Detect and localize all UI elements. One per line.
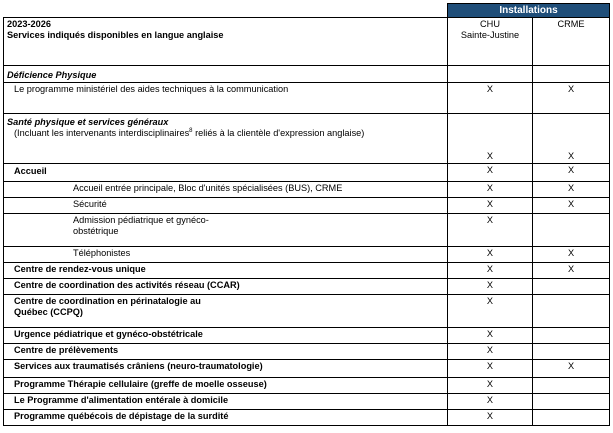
crme-mark: [533, 214, 610, 247]
section-note: (Incluant les intervenants interdisciplinaires$^8$ reliés à la clientèle d'expression anglaise): [14, 127, 365, 138]
header-blank: [4, 4, 448, 18]
empty-cell: [533, 66, 610, 83]
crme-mark: X: [533, 263, 610, 279]
row-label: Programme québécois de dépistage de la surdité: [4, 410, 448, 426]
row-label: Services aux traumatisés crâniens (neuro-traumatologie): [4, 360, 448, 378]
row-label: Centre de prélèvements: [4, 344, 448, 360]
section-sante: [4, 114, 448, 164]
row-label: Urgence pédiatrique et gynéco-obstétricale: [4, 328, 448, 344]
crme-mark: [533, 394, 610, 410]
crme-mark: X: [533, 198, 610, 214]
section-title-sante: Santé physique et services généraux: [7, 117, 169, 127]
table-title: [4, 18, 448, 66]
chu-mark: X: [448, 295, 533, 328]
chu-mark: X: [448, 344, 533, 360]
services-table: [3, 3, 610, 426]
chu-mark: X: [448, 279, 533, 295]
table-subtitle: Services indiqués disponibles en langue anglaise: [7, 30, 224, 40]
crme-mark: [533, 328, 610, 344]
crme-mark: [533, 410, 610, 426]
chu-mark: X: [448, 214, 533, 247]
row-label: Le Programme d'alimentation entérale à domicile: [4, 394, 448, 410]
col-header-chu-line1: CHU: [480, 19, 500, 29]
crme-mark: X: [533, 182, 610, 198]
crme-mark: [533, 378, 610, 394]
chu-mark: X: [448, 410, 533, 426]
crme-mark: X: [533, 164, 610, 182]
row-label: Centre de coordination des activités réseau (CCAR): [4, 279, 448, 295]
chu-mark: X: [448, 263, 533, 279]
row-label: Téléphonistes: [4, 247, 448, 263]
crme-mark: X: [533, 83, 610, 114]
chu-mark: X: [448, 360, 533, 378]
col-header-chu: [448, 18, 533, 66]
installations-header: Installations: [448, 4, 610, 18]
col-header-crme: CRME: [533, 18, 610, 66]
col-header-chu-line2: Sainte-Justine: [460, 30, 520, 40]
chu-mark: X: [448, 247, 533, 263]
crme-mark: [533, 344, 610, 360]
chu-mark: X: [448, 198, 533, 214]
chu-mark: X: [448, 328, 533, 344]
row-label: Accueil: [4, 164, 448, 182]
crme-mark: X: [533, 114, 610, 164]
empty-cell: [448, 66, 533, 83]
table-year: 2023-2026: [7, 19, 51, 29]
chu-mark: X: [448, 83, 533, 114]
section-title-deficience: Déficience Physique: [4, 66, 448, 83]
chu-mark: X: [448, 114, 533, 164]
row-label: Centre de coordination en périnatalogie au Québec (CCPQ): [4, 295, 448, 328]
chu-mark: X: [448, 182, 533, 198]
row-label: Accueil entrée principale, Bloc d'unités spécialisées (BUS), CRME: [4, 182, 448, 198]
crme-mark: X: [533, 360, 610, 378]
row-label: Sécurité: [4, 198, 448, 214]
chu-mark: X: [448, 394, 533, 410]
chu-mark: X: [448, 164, 533, 182]
row-label: Admission pédiatrique et gynéco- obstétrique: [4, 214, 448, 247]
crme-mark: [533, 279, 610, 295]
row-label: Programme Thérapie cellulaire (greffe de moelle osseuse): [4, 378, 448, 394]
chu-mark: X: [448, 378, 533, 394]
crme-mark: [533, 295, 610, 328]
crme-mark: X: [533, 247, 610, 263]
row-label: Le programme ministériel des aides techniques à la communication: [4, 83, 448, 114]
row-label: Centre de rendez-vous unique: [4, 263, 448, 279]
